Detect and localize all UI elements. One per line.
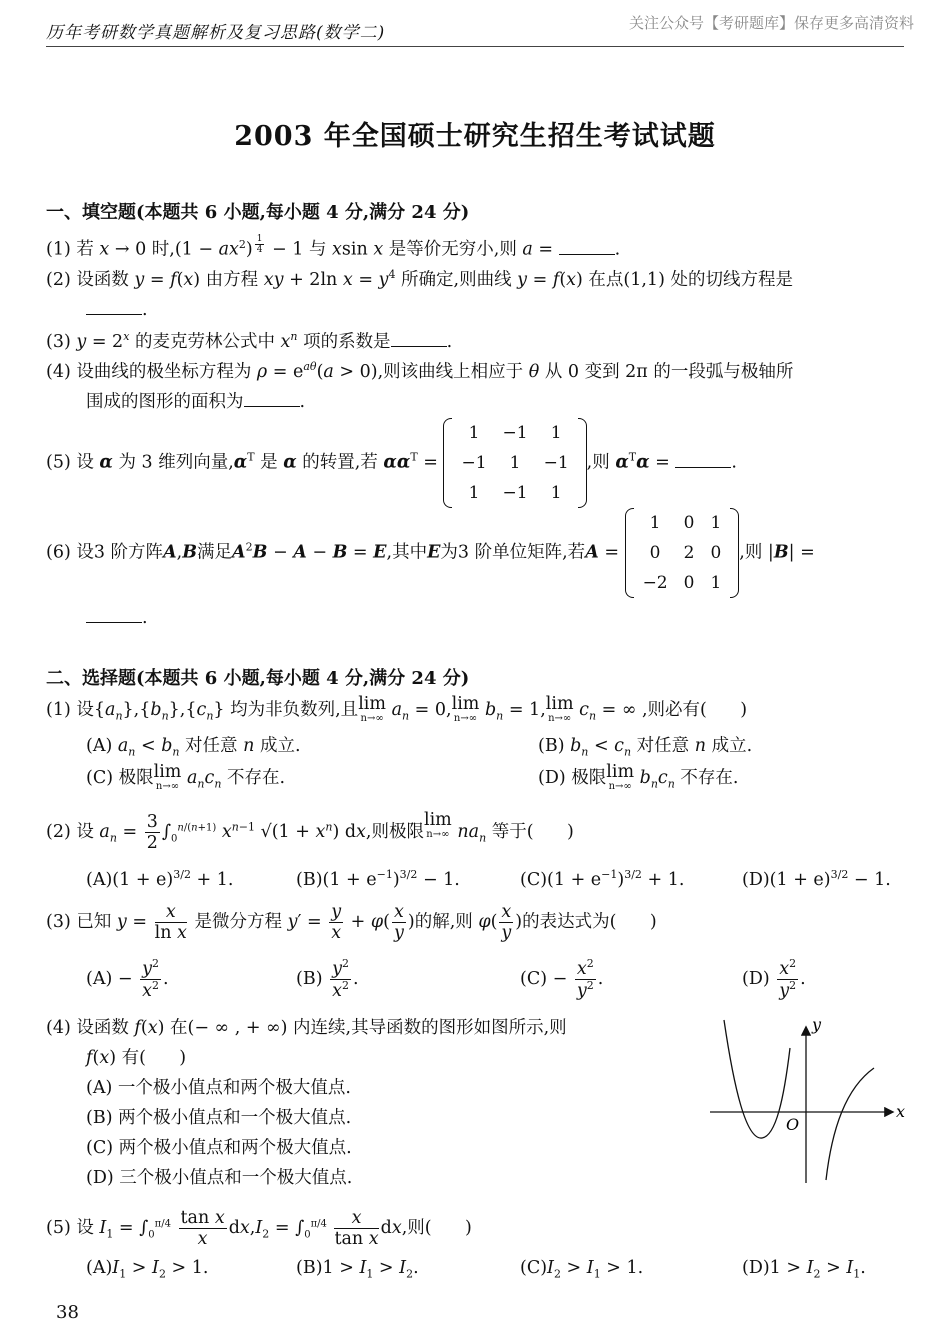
matrix-q5: 1 −1 1 −1 1 −1 1 −1 1 (443, 418, 586, 508)
s1-question-1: (1) 若 x → 0 时$,(1 - ax^2)$ $^{\frac{1}{4}}$ − 1 与 xsin x 是等价无穷小,则 a = . (46, 234, 621, 260)
s2-q2-option-a[interactable]: $(A)(1 + e)^{3/2} + 1$. (86, 868, 234, 890)
s2-q1-option-a[interactable]: (A) $a_n < b_n$ 对任意 n 成立. (86, 736, 301, 759)
s2-q2-option-b[interactable]: $(B)(1 + e^{-1})^{3/2} - 1$. (296, 868, 460, 890)
header-rule (46, 46, 904, 47)
exam-title: 2003 年全国硕士研究生招生考试试题 (234, 121, 716, 152)
section1-heading: 一、填空题(本题共 6 小题,每小题 4 分,满分 24 分) (46, 202, 470, 223)
s2-q3-option-c[interactable]: (C) − $\frac{x^2}{y^2}$ . (520, 957, 604, 1001)
section2-heading: 二、选择题(本题共 6 小题,每小题 4 分,满分 24 分) (46, 668, 470, 689)
origin-label: O (786, 1115, 800, 1134)
curve-left-branch (724, 1020, 790, 1138)
page-number: 38 (56, 1302, 79, 1323)
s1-question-2-blank: . (86, 298, 148, 320)
s2-q3-option-d[interactable]: (D) $\frac{x^2}{y^2}$ . (742, 957, 806, 1001)
s1-question-6-blank: . (86, 606, 148, 628)
matrix-q6: 1 0 1 0 2 0 −2 0 1 (625, 508, 740, 598)
s2-q4-option-d[interactable]: (D) 三个极小值点和一个极大值点. (86, 1168, 353, 1188)
s2-question-4-cont: f(x) 有( ) (86, 1048, 187, 1068)
x-axis-label: x (896, 1102, 906, 1121)
s2-q2-option-c[interactable]: $(C)(1 + e^{-1})^{3/2} + 1$. (520, 868, 685, 890)
s2-q1-option-b[interactable]: (B) $b_n < c_n$ 对任意 n 成立. (538, 736, 753, 759)
s2-q4-option-a[interactable]: (A) 一个极小值点和两个极大值点. (86, 1078, 351, 1098)
curve-right-branch (826, 1068, 874, 1180)
s2-question-2: (2) 设 $a_n$ = $\frac{3}{2}$ $\int_0^{n/(n+1)}$ $x^{n-1}$ $√(1 + x^n)$ dx,则极限lim n→∞ $na_n$ 等于( ) (46, 810, 574, 854)
s2-q4-option-b[interactable]: (B) 两个极小值点和一个极大值点. (86, 1108, 352, 1128)
s2-q3-option-b[interactable]: (B) $\frac{y^2}{x^2}$ . (296, 957, 359, 1001)
s2-q1-option-d[interactable]: (D) 极限lim n→∞ $b_nc_n$ 不存在. (538, 762, 739, 792)
s1-question-4: (4) 设曲线的极坐标方程为 $\rho = e^{a\theta}(a > 0)$,则该曲线上相应于 θ 从 0 变到 2π 的一段弧与极轴所 (46, 360, 794, 382)
s1-question-4-cont: 围成的图形的面积为 . (86, 392, 306, 412)
s2-question-4: (4) 设函数 f(x) 在(− ∞ , + ∞) 内连续,其导函数的图形如图所示,则 (46, 1018, 567, 1038)
s2-q5-option-b[interactable]: $(B)1 > I_1 > I_2$. (296, 1258, 419, 1281)
s2-q4-option-c[interactable]: (C) 两个极小值点和两个极大值点. (86, 1138, 352, 1158)
book-title: 历年考研数学真题解析及复习思路(数学二) (46, 23, 386, 43)
s1-question-5: (5) 设 α 为 3 维列向量$,\alpha^T$ 是 α 的转置,若 $\alpha\alpha^T$ = 1 −1 1 −1 1 −1 1 −1 1 ,则 $\alpha^T\alpha$ = . (46, 418, 737, 508)
s2-q5-option-d[interactable]: $(D)1 > I_2 > I_1$. (742, 1258, 866, 1281)
s2-q1-option-c[interactable]: (C) 极限lim n→∞ $a_nc_n$ 不存在. (86, 762, 286, 792)
s2-question-5: (5) 设 $I_1 = \int_0^{\pi/4}$ $\frac{\text{tan x}}{x}$ $dx,I_2 = \int_0^{\pi/4}$ $\frac{x}{\text{tan x}}$ dx,则( ) (46, 1208, 472, 1250)
s2-question-1: (1) 设$\{a_n\},\{b_n\},\{c_n\}$ 均为非负数列,且lim n→∞ $a_n = 0,\lim$ n→∞ $b_n = 1,\lim$ n→∞ $c_n$ = ∞ ,则必有( ) (46, 694, 748, 724)
s2-q5-option-a[interactable]: $(A)I_1 > I_2 > 1$. (86, 1258, 209, 1281)
s2-q2-option-d[interactable]: $(D)(1 + e)^{3/2} - 1$. (742, 868, 891, 890)
s2-question-3: (3) 已知 y = $\frac{x}{\text{ln x}}$ 是微分方程 y′ = $\frac{y}{x}$ + φ( $\frac{x}{y}$ )的解,则 φ( $\frac{x}{y}$ )的表达式为( ) (46, 902, 657, 944)
derivative-graph (706, 1018, 912, 1188)
s1-question-3: (3) $y = 2^x$ 的麦克劳林公式中 $x^n$ 项的系数是 . (46, 330, 453, 352)
s2-q3-option-a[interactable]: (A) − $\frac{y^2}{x^2}$ . (86, 957, 169, 1001)
s1-question-6: (6) 设3 阶方阵A,B满足$A^2B - A - B = E$,其中E为3 阶单位矩阵,若A = 1 0 1 0 2 0 −2 0 1 ,则 |B| = (46, 508, 815, 598)
watermark-text: 关注公众号【考研题库】保存更多高清资料 (628, 14, 914, 32)
s1-question-2: (2) 设函数 y = f(x) 由方程 xy + 2ln $x = y^4$ 所确定,则曲线 y = f(x) 在点(1,1) 处的切线方程是 (46, 268, 793, 290)
y-axis-label: y (812, 1018, 822, 1034)
s2-q5-option-c[interactable]: $(C)I_2 > I_1 > 1$. (520, 1258, 644, 1281)
